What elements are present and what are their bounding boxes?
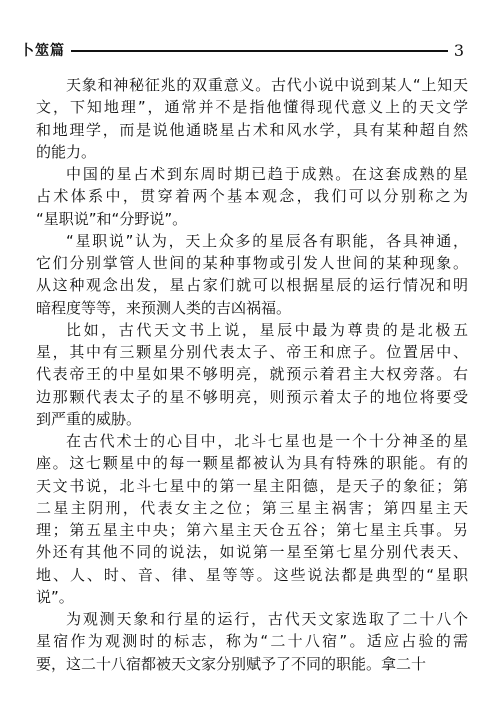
paragraph-line: 要，这二十八宿都被天文家分别赋予了不同的职能。拿二十 (36, 654, 427, 673)
paragraph-line: 文，下知地理”，通常并不是指他懂得现代意义上的天文学 (36, 98, 468, 117)
paragraph-first-line: “星职说”认为，天上众多的星辰各有职能，各具神通， (66, 231, 468, 250)
paragraph-line: 它们分别掌管人世间的某种事物或引发人世间的某种现象。 (36, 254, 468, 272)
paragraph-line: 星，其中有三颗星分别代表太子、帝王和庶子。位置居中、 (36, 343, 468, 361)
paragraph-line: 占术体系中，贯穿着两个基本观念，我们可以分别称之为 (36, 187, 468, 206)
running-header (20, 40, 464, 60)
section-title: 卜筮篇 (20, 43, 65, 59)
paragraph-first-line: 比如，古代天文书上说，星辰中最为尊贵的是北极五 (66, 320, 468, 339)
paragraph-first-line: 中国的星占术到东周时期已趋于成熟。在这套成熟的星 (66, 165, 468, 183)
paragraph-first-line: 天象和神秘征兆的双重意义。古代小说中说到某人“上知天 (66, 76, 468, 94)
paragraph-line: 地、人、时、音、律、星等等。这些说法都是典型的“星职 (36, 565, 468, 584)
paragraph-line: 从这种观念出发，星占家们就可以根据星辰的运行情况和明 (36, 276, 468, 295)
paragraph-line: 二星主阴刑，代表女主之位；第三星主祸害；第四星主天 (36, 498, 468, 517)
paragraph-line: 星宿作为观测时的标志，称为“二十八宿”。适应占验的需 (36, 632, 468, 651)
paragraph-line: 说”。 (36, 587, 74, 606)
body-text (36, 74, 468, 675)
page-number: 3 (453, 40, 464, 60)
paragraph-line: 座。这七颗星中的每一颗星都被认为具有特殊的职能。有的 (36, 454, 468, 473)
paragraph-first-line: 在古代术士的心目中，北斗七星也是一个十分神圣的星 (66, 432, 468, 450)
paragraph-first-line: 为观测天象和行星的运行，古代天文家选取了二十八个 (66, 610, 468, 628)
paragraph-line: 和地理学，而是说他通晓星占术和风水学，具有某种超自然 (36, 120, 468, 139)
paragraph-line: 到严重的威胁。 (36, 409, 142, 428)
paragraph-line: 边那颗代表太子的星不够明亮，则预示着太子的地位将要受 (36, 387, 468, 406)
header-rule (71, 50, 448, 52)
paragraph-line: 外还有其他不同的说法，如说第一星至第七星分别代表天、 (36, 543, 468, 562)
paragraph-line: 的能力。 (36, 142, 97, 161)
paragraph-line: 代表帝王的中星如果不够明亮，就预示着君主大权旁落。右 (36, 365, 468, 384)
paragraph-line: 理；第五星主中央；第六星主天仓五谷；第七星主兵事。另 (36, 521, 468, 539)
paragraph-line: “星职说”和“分野说”。 (36, 209, 188, 228)
paragraph-line: 天文书说，北斗七星中的第一星主阳德，是天子的象征；第 (36, 476, 468, 495)
paragraph-line: 暗程度等等，来预测人类的吉凶祸福。 (36, 298, 292, 317)
